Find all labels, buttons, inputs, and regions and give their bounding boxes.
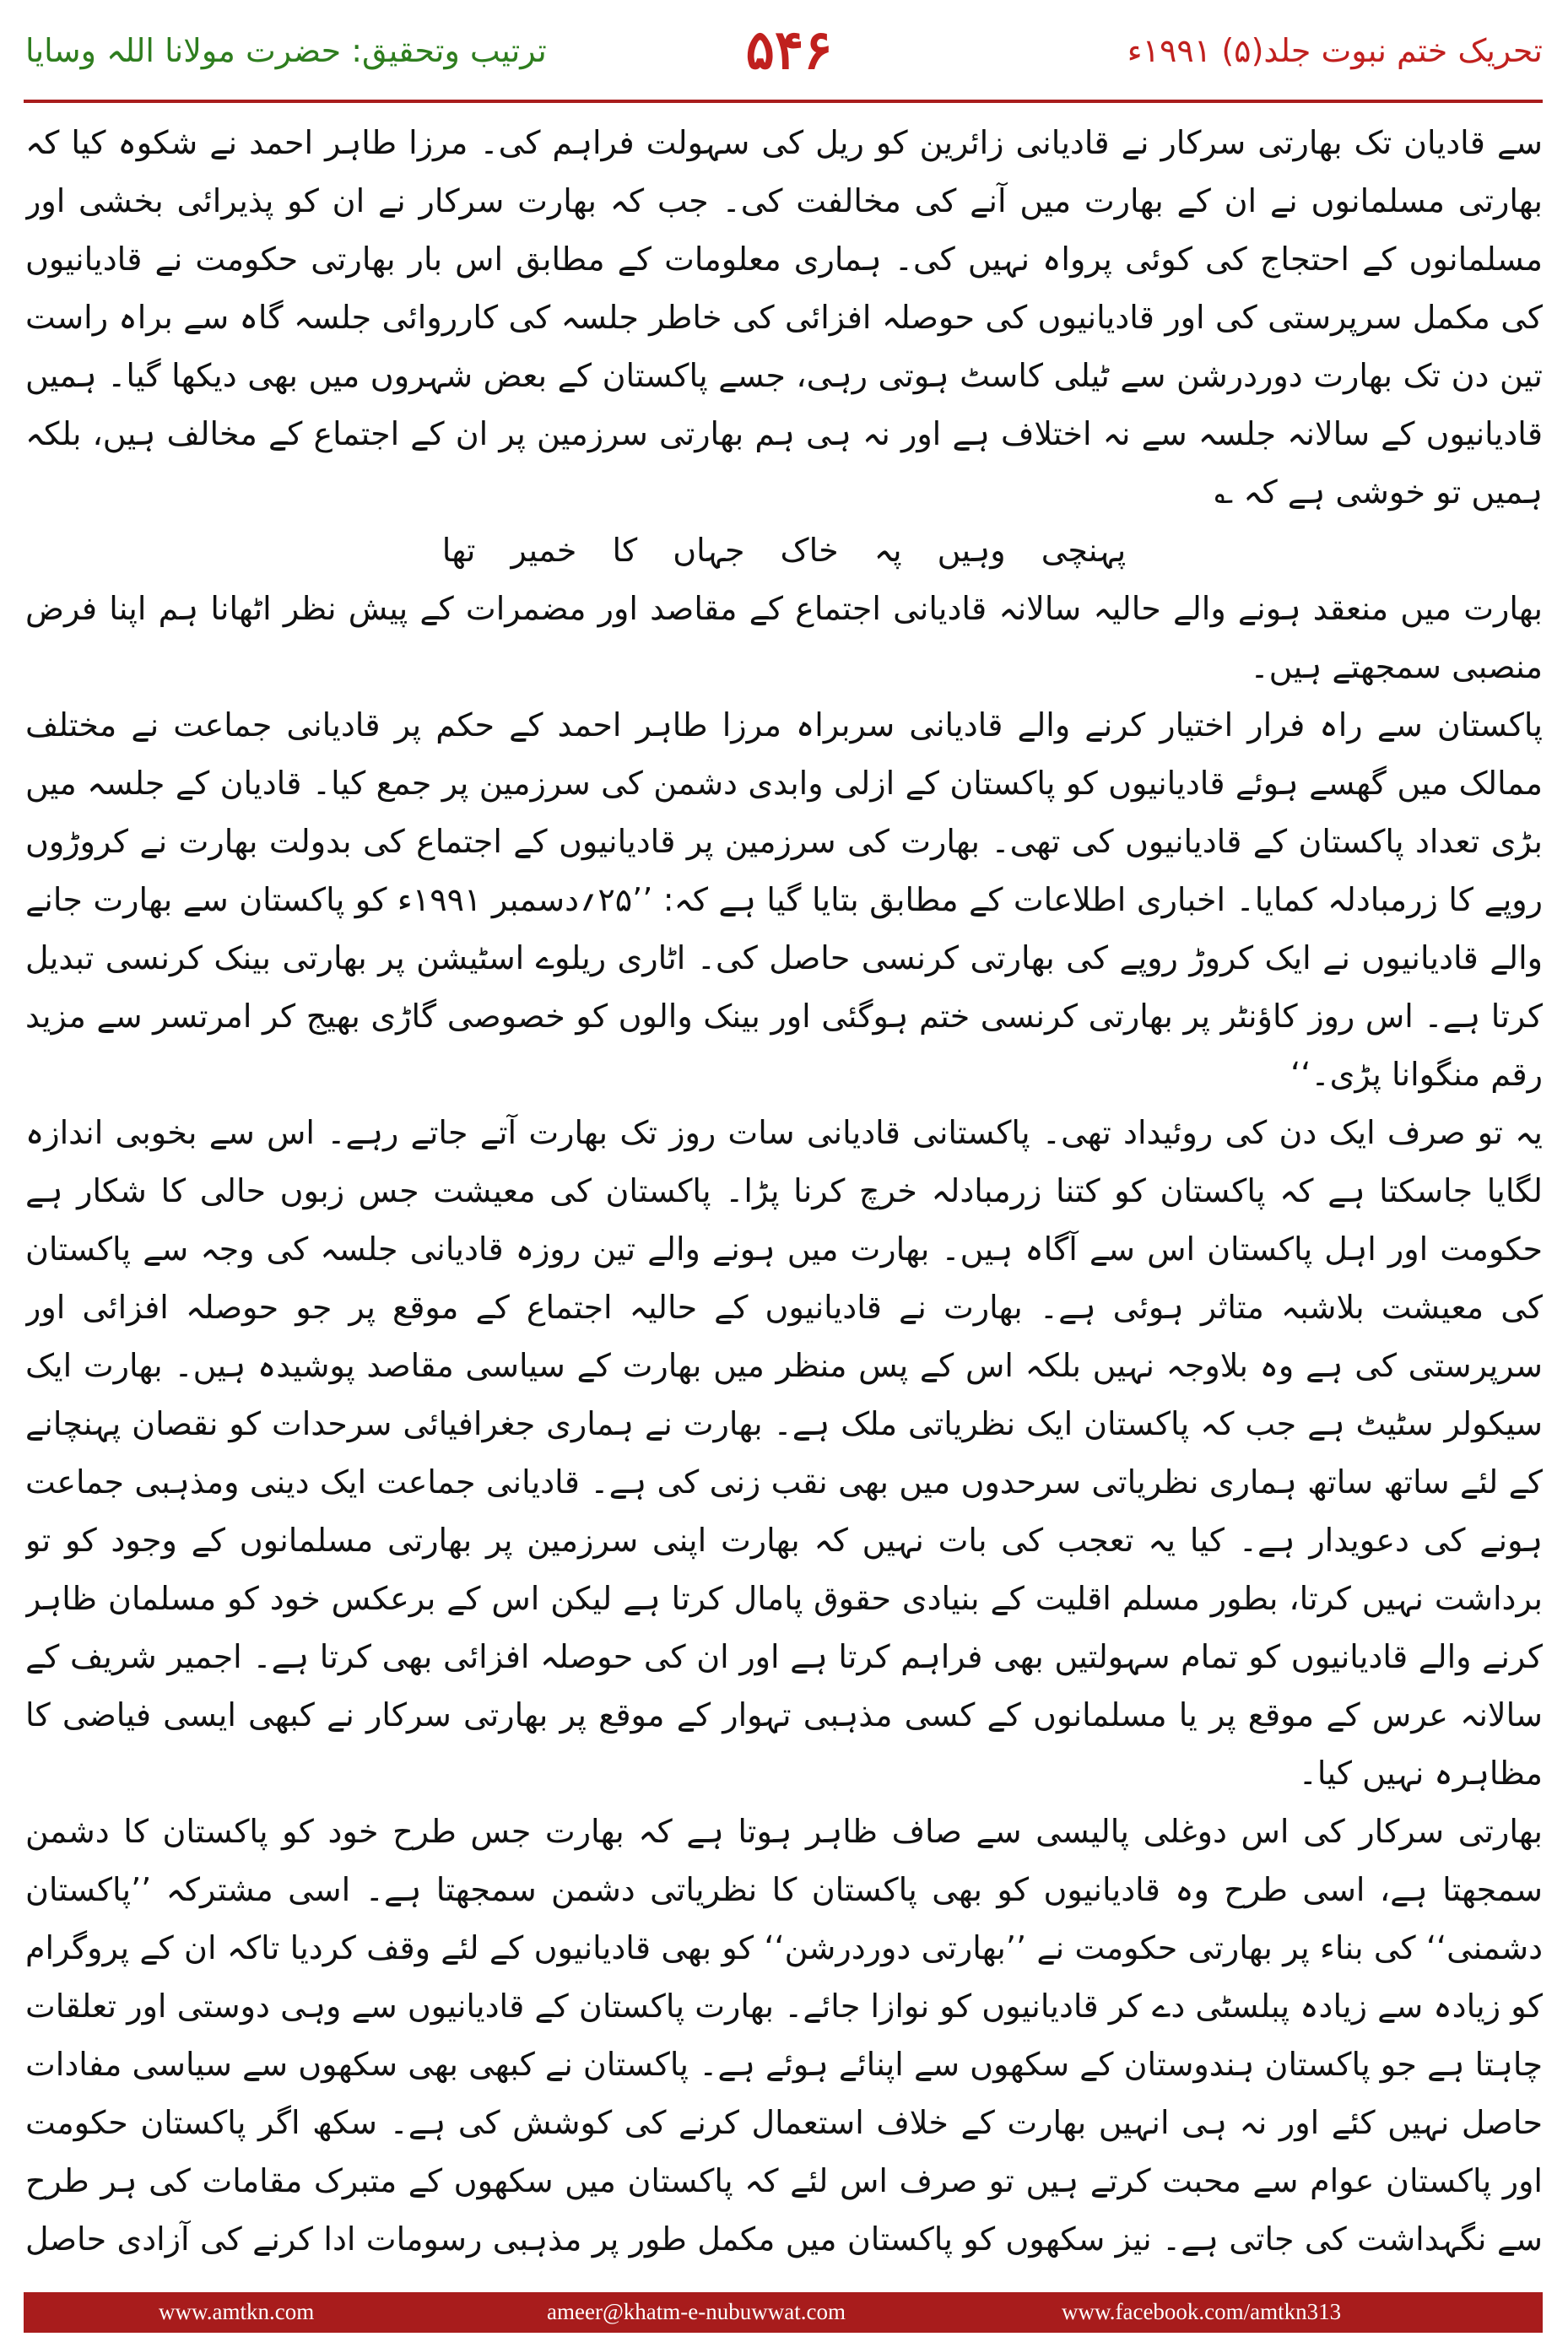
website-link[interactable]: www.amtkn.com [159,2299,315,2324]
book-title: تحریک ختم نبوت جلد(۵) ۱۹۹۱ء [1127,32,1543,69]
poetry-verse: پہنچی وہیں پہ خاک جہاں کا خمیر تھا [441,532,1127,569]
header-divider [24,100,1543,103]
facebook-link[interactable]: www.facebook.com/amtkn313 [1062,2299,1342,2324]
compiler-credit: ترتیب وتحقیق: حضرت مولانا اللہ وسایا [25,32,547,69]
paragraph-3: پاکستان سے راہ فرار اختیار کرنے والے قادیانی سربراہ مرزا طاہر احمد کے حکم پر قادیانی جماعت نے مختلف ممالک میں گھسے ہوئے قادیانیوں کو پاکستان کے ازلی وابدی دشمن کی سرزمین پر جمع کیا۔ قادیان کے جلسہ میں بڑی تعداد پاکستان کے قادیانیوں کی تھی۔ بھارت کی سرزمین پر قادیانیوں کے اجتماع کی بدولت بھارت نے کروڑوں روپے کا زرمبادلہ کمایا۔ اخباری اطلاعات کے مطابق بتایا گیا ہے کہ: ’’۲۵؍دسمبر ۱۹۹۱ء کو پاکستان سے بھارت جانے والے قادیانیوں نے ایک کروڑ روپے کی بھارتی کرنسی حاصل کی۔ اٹاری ریلوے اسٹیشن پر بھارتی بینک کرنسی تبدیل کرتا ہے۔ اس روز کاؤنٹر پر بھارتی کرنسی ختم ہوگئی اور بینک والوں کو خصوصی گاڑی بھیج کر امرتسر سے مزید رقم منگوانا پڑی۔‘‘ [25,706,1543,1093]
page-body [25,114,1543,2274]
page-footer [24,2292,1543,2333]
email-link[interactable]: ameer@khatm-e-nubuwwat.com [547,2299,846,2324]
page-number: ۵۴۶ [745,19,833,82]
paragraph-1: سے قادیان تک بھارتی سرکار نے قادیانی زائرین کو ریل کی سہولت فراہم کی۔ مرزا طاہر احمد نے شکوہ کیا کہ بھارتی مسلمانوں نے ان کے بھارت میں آنے کی مخالفت کی۔ جب کہ بھارت سرکار نے ان کو پذیرائی بخشی اور مسلمانوں کے احتجاج کی کوئی پرواہ نہیں کی۔ ہماری معلومات کے مطابق اس بار بھارتی حکومت نے قادیانیوں کی مکمل سرپرستی کی اور قادیانیوں کی حوصلہ افزائی کی خاطر جلسہ کی کارروائی جلسہ گاہ سے براہ راست تین دن تک بھارت دوردرشن سے ٹیلی کاسٹ ہوتی رہی، جسے پاکستان کے بعض شہروں میں بھی دیکھا گیا۔ ہمیں قادیانیوں کے سالانہ جلسہ سے نہ اختلاف ہے اور نہ ہی ہم بھارتی سرزمین پر ان کے اجتماع کے مخالف ہیں، بلکہ ہمیں تو خوشی ہے کہ ؎ [25,124,1543,511]
paragraph-5: بھارتی سرکار کی اس دوغلی پالیسی سے صاف ظاہر ہوتا ہے کہ بھارت جس طرح خود کو پاکستان کا دشمن سمجھتا ہے، اسی طرح وہ قادیانیوں کو بھی پاکستان کا نظریاتی دشمن سمجھتا ہے۔ اسی مشترکہ ’’پاکستان دشمنی‘‘ کی بناء پر بھارتی حکومت نے ’’بھارتی دوردرشن‘‘ کو بھی قادیانیوں کے لئے وقف کردیا تاکہ ان کے پروگرام کو زیادہ سے زیادہ پبلسٹی دے کر قادیانیوں کو نوازا جائے۔ بھارت پاکستان کے قادیانیوں سے وہی دوستی اور تعلقات چاہتا ہے جو پاکستان ہندوستان کے سکھوں سے اپنائے ہوئے ہے۔ پاکستان نے کبھی بھی سکھوں سے سیاسی مفادات حاصل نہیں کئے اور نہ ہی انہیں بھارت کے خلاف استعمال کرنے کی کوشش کی ہے۔ سکھ اگر پاکستان حکومت اور پاکستان عوام سے محبت کرتے ہیں تو صرف اس لئے کہ پاکستان میں سکھوں کے متبرک مقامات کی ہر طرح سے نگہداشت کی جاتی ہے۔ نیز سکھوں کو پاکستان میں مکمل طور پر مذہبی رسومات ادا کرنے کی آزادی حاصل [25,1813,1543,2258]
paragraph-4: یہ تو صرف ایک دن کی روئیداد تھی۔ پاکستانی قادیانی سات روز تک بھارت آتے جاتے رہے۔ اس سے بخوبی اندازہ لگایا جاسکتا ہے کہ پاکستان کو کتنا زرمبادلہ خرچ کرنا پڑا۔ پاکستان کی معیشت جس زبوں حالی کا شکار ہے حکومت اور اہل پاکستان اس سے آگاہ ہیں۔ بھارت میں ہونے والے تین روزہ قادیانی جلسہ کی وجہ سے پاکستان کی معیشت بلاشبہ متاثر ہوئی ہے۔ بھارت نے قادیانیوں کے حالیہ اجتماع کے موقع پر جو حوصلہ افزائی اور سرپرستی کی ہے وہ بلاوجہ نہیں بلکہ اس کے پس منظر میں بھارت کے سیاسی مقاصد پوشیدہ ہیں۔ بھارت ایک سیکولر سٹیٹ ہے جب کہ پاکستان ایک نظریاتی ملک ہے۔ بھارت نے ہماری جغرافیائی سرحدات کو نقصان پہنچانے کے لئے ساتھ ساتھ ہماری نظریاتی سرحدوں میں بھی نقب زنی کی ہے۔ قادیانی جماعت ایک دینی ومذہبی جماعت ہونے کی دعویدار ہے۔ کیا یہ تعجب کی بات نہیں کہ بھارت اپنی سرزمین پر بھارتی مسلمانوں کے وجود کو تو برداشت نہیں کرتا، بطور مسلم اقلیت کے بنیادی حقوق پامال کرتا ہے لیکن اس کے برعکس خود کو مسلمان ظاہر کرنے والے قادیانیوں کو تمام سہولتیں بھی فراہم کرتا ہے اور ان کی حوصلہ افزائی بھی کرتا ہے۔ اجمیر شریف کے سالانہ عرس کے موقع پر یا مسلمانوں کے کسی مذہبی تہوار کے موقع پر بھارتی سرکار نے کبھی ایسی فیاضی کا مظاہرہ نہیں کیا۔ [25,1114,1543,1792]
page-header [0,0,1568,127]
paragraph-2: بھارت میں منعقد ہونے والے حالیہ سالانہ قادیانی اجتماع کے مقاصد اور مضمرات کے پیش نظر اٹھانا ہم اپنا فرض منصبی سمجھتے ہیں۔ [25,590,1543,685]
